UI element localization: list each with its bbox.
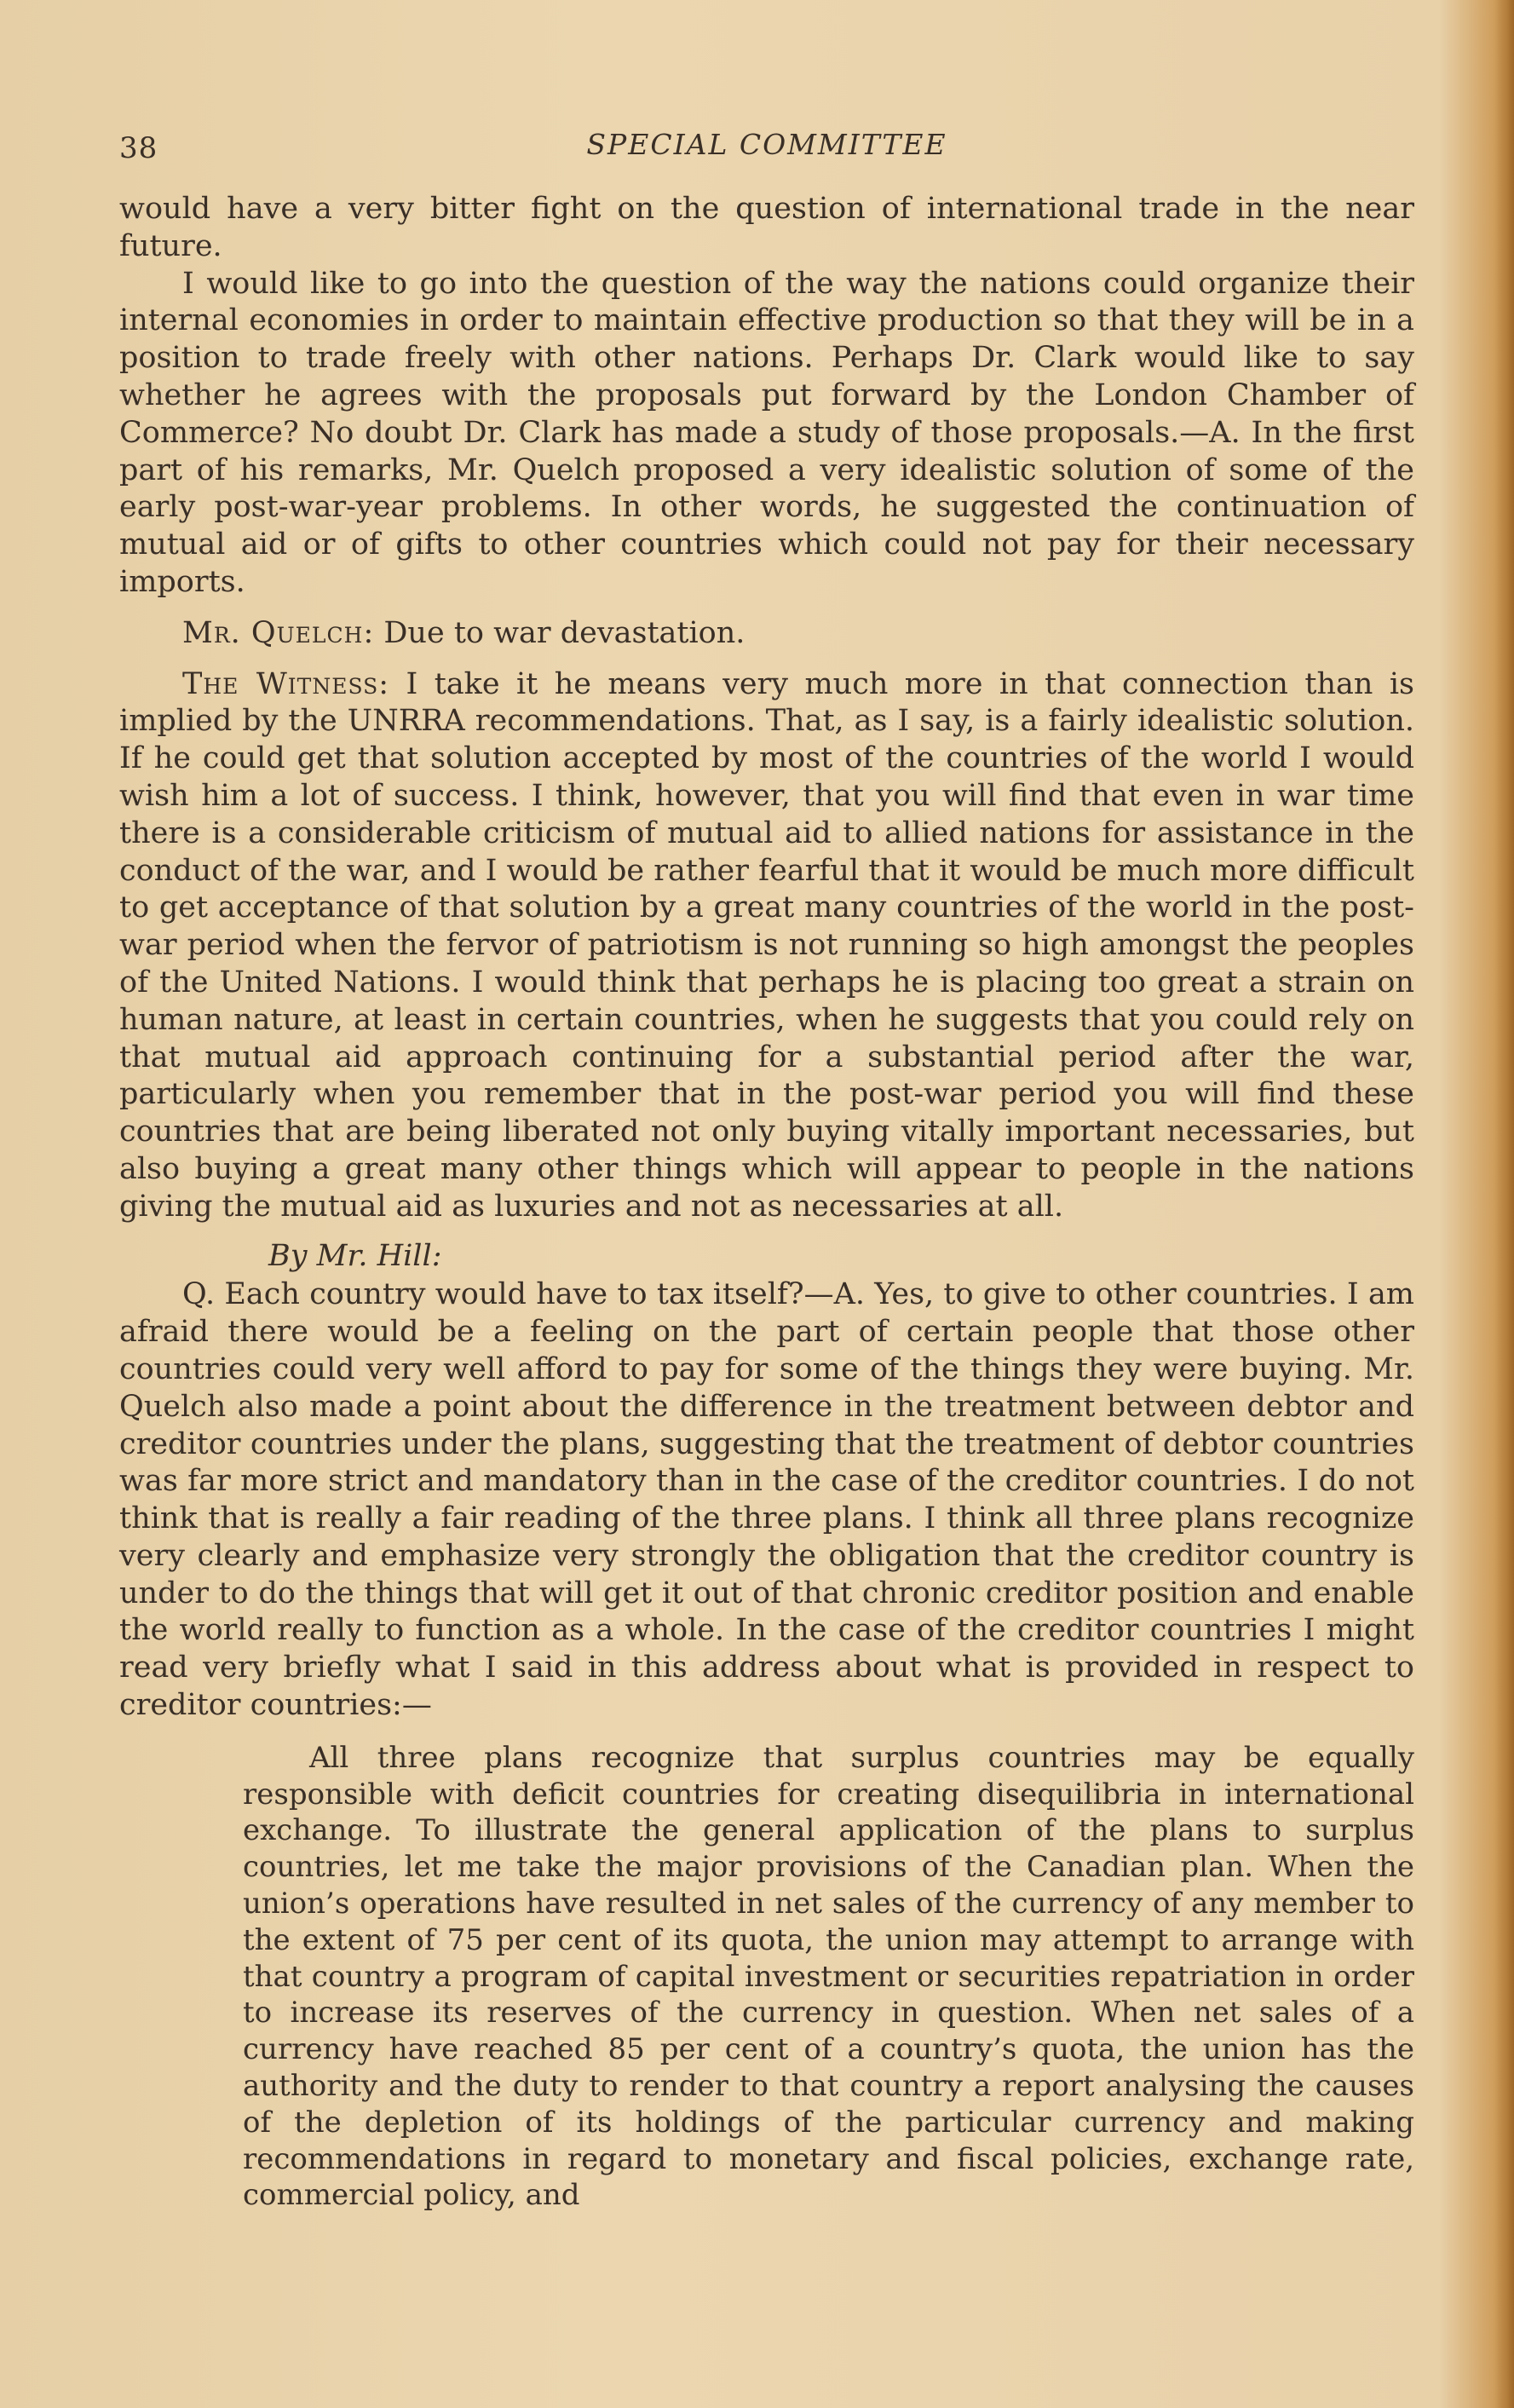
speaker-text: I take it he means very much more in that connection than is implied by the UNRRA recommendations. That, as I say, is a fairly idealistic solution. If he could get that solution accepted by most of the countries of the world I would wish him a lot of success. I think, however, that you will find that even in war time there is a considerable criticism of mutual aid to allied nations for assistance in the conduct of the war, and I would be rather fearful that it would be much more difficult to get acceptance of that solution by a great many countries of the world in the post-war period when the fervor of patriotism is not running so high amongst the peoples of the United Nations. I would think that perhaps he is placing too great a strain on human nature, at least in certain countries, when he suggests that you could rely on that mutual aid approach continuing for a substantial period after the war, particularly when you remember that in the post-war period you will find these countries that are being liberated not only buying vitally important necessaries, but also buying a great many other things which will appear to people in the nations giving the mutual aid as luxuries and not as necessaries at all. — [119, 666, 1414, 1224]
speaker-text: Due to war devastation. — [374, 615, 745, 650]
block-quote: All three plans recognize that surplus countries may be equally responsible with deficit countries for creating disequilibria in international exchange. To illustrate the general application of the plans to surplus countries, let me take the major provisions of the Canadian plan. When the union’s operations have resulted in net sales of the currency of any member to the extent of 75 per cent of its quota, the union may attempt to arrange with that country a program of capital investment or securities repatriation in order to increase its reserves of the currency in question. When net sales of a currency have reached 85 per cent of a country’s quota, the union has the authority and the duty to render to that country a report analysing the causes of the depletion of its holdings of the particular currency and making recommendations in regard to monetary and fiscal policies, exchange rate, commercial policy, and — [243, 1740, 1414, 2213]
paragraph-witness — [119, 666, 1414, 1226]
paragraph-2: I would like to go into the question of the way the nations could organize their internal economies in order to maintain effective production so that they will be in a position to trade freely with other nations. Perhaps Dr. Clark would like to say whether he agrees with the proposals put forward by the London Chamber of Commerce? No doubt Dr. Clark has made a study of those proposals.—A. In the first part of his remarks, Mr. Quelch proposed a very idealistic solution of some of the early post-war-year problems. In other words, he suggested the continuation of mutual aid or of gifts to other countries which could not pay for their necessary imports. — [119, 266, 1414, 599]
page-number: 38 — [119, 131, 158, 165]
page-header — [119, 128, 1414, 179]
byline: By Mr. Hill: — [268, 1238, 442, 1273]
paragraph-quelch — [119, 615, 1414, 653]
running-head: SPECIAL COMMITTEE — [586, 128, 947, 161]
paragraph-3: Q. Each country would have to tax itself?—A. Yes, to give to other countries. I am afraid there would be a feeling on the part of certain people that those other countries could very well afford to pay for some of the things they were buying. Mr. Quelch also made a point about the difference in the treatment between debtor and creditor countries under the plans, suggesting that the treatment of debtor countries was far more strict and mandatory than in the case of the creditor countries. I do not think that is really a fair reading of the three plans. I think all three plans recognize very clearly and emphasize very strongly the obligation that the creditor country is under to do the things that will get it out of that chronic creditor position and enable the world really to function as a whole. In the case of the creditor countries I might read very briefly what I said in this address about what is provided in respect to creditor countries:— — [119, 1277, 1414, 1723]
page-edge-shadow — [1495, 0, 1514, 2408]
paragraph-1: would have a very bitter fight on the question of international trade in the near future. — [119, 192, 1414, 263]
speaker-label: Mr. Quelch: — [182, 615, 375, 650]
page-body — [119, 191, 1414, 2214]
speaker-label: The Witness: — [182, 666, 390, 701]
